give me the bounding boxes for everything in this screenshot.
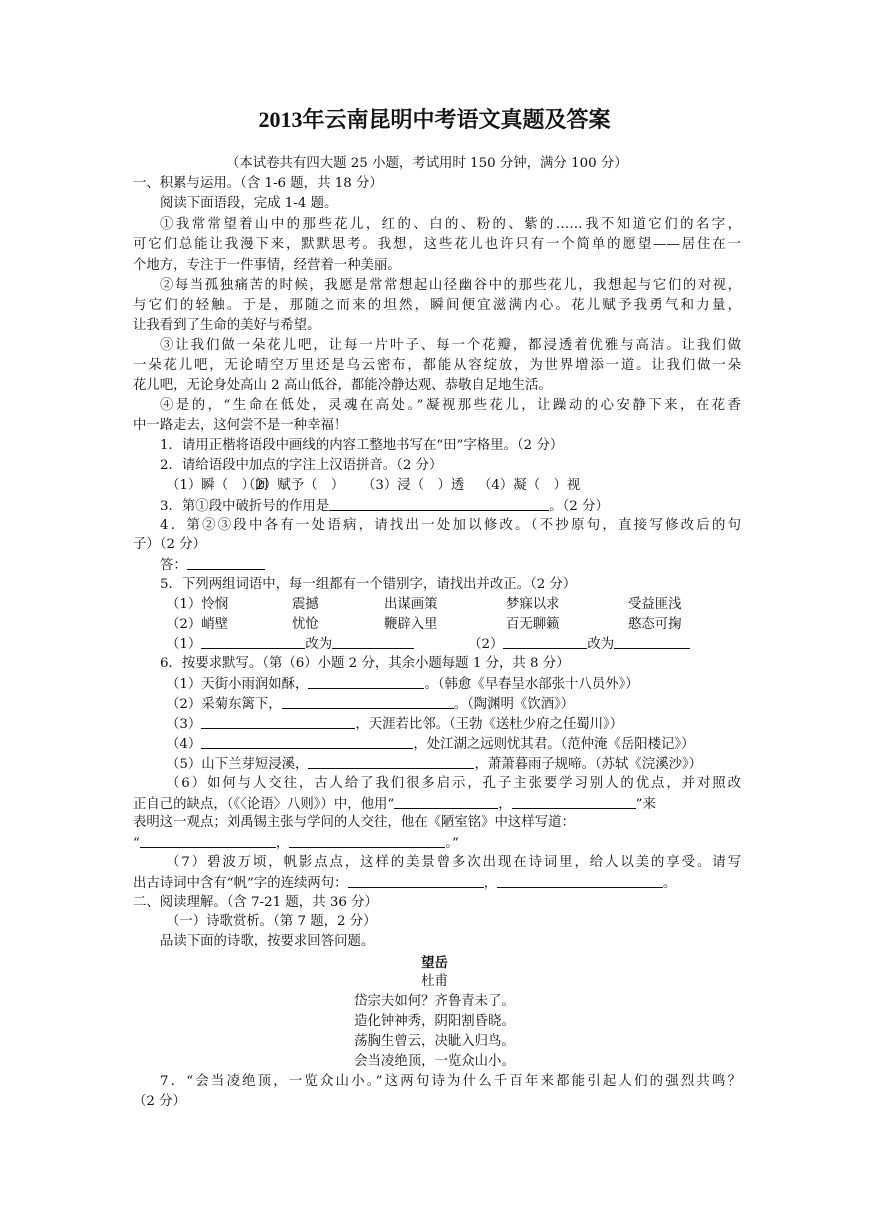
reading-intro: 阅读下面语段，完成 1-4 题。 xyxy=(160,196,338,211)
recitation-text: ， xyxy=(498,797,512,812)
poetry-subheading: （一）诗歌赏析。（第 7 题，2 分） xyxy=(166,914,377,929)
recitation-text: （2）采菊东篱下， xyxy=(166,697,282,712)
poem-line: 荡胸生曾云，决眦入归鸟。 xyxy=(354,1034,515,1049)
recitation-source: 。（韩愈《早春呈水部张十八员外》） xyxy=(424,677,639,692)
question-1: 1．请用正楷将语段中画线的内容工整地书写在“田”字格里。（2 分） xyxy=(160,438,564,453)
poem-line: 岱宗夫如何？齐鲁青未了。 xyxy=(354,994,515,1009)
answer-blank[interactable] xyxy=(394,794,498,809)
answer-blank[interactable] xyxy=(187,555,265,570)
recitation-text: ， xyxy=(483,876,497,891)
recitation-6-line: （6）如何与人交往，古人给了我们很多启示，孔子主张要学习别人的优点，并对照改 xyxy=(166,776,741,791)
poem-line: 造化钟神秀，阴阳割昏晓。 xyxy=(354,1014,515,1029)
paragraph-4-line: ④是的，“生命在低处，灵魂在高处。”凝视那些花儿，让躁动的心安静下来，在花香 xyxy=(160,398,741,413)
poem-title: 望岳 xyxy=(421,955,448,971)
word-item: 百无聊籁 xyxy=(506,617,560,632)
word-item: 鞭辟入里 xyxy=(384,617,438,632)
word-item: 憨态可掬 xyxy=(628,617,682,632)
recitation-text: 出古诗词中含有“帆”字的连续两句： xyxy=(133,876,348,891)
word-item: （1）怜悯 xyxy=(166,597,229,612)
word-item: 梦寐以求 xyxy=(506,597,560,612)
word-group-1 xyxy=(166,595,682,615)
recitation-text: （4） xyxy=(166,737,202,752)
recitation-text: （1）天街小雨润如酥， xyxy=(166,677,309,692)
recitation-text: （5）山下兰芽短浸溪， xyxy=(166,757,309,772)
poetry-instruction: 品读下面的诗歌，按要求回答问题。 xyxy=(160,934,375,949)
fill-label: 改为 xyxy=(305,637,333,652)
pinyin-item: （3）浸（ ）透 xyxy=(362,478,465,493)
recitation-1 xyxy=(166,674,639,695)
word-item: 受益匪浅 xyxy=(628,597,682,612)
answer-blank[interactable] xyxy=(201,634,305,649)
word-item: 出谋画策 xyxy=(384,597,438,612)
question-4: 4．第②③段中各有一处语病，请找出一处加以修改。（不抄原句，直接写修改后的句 xyxy=(160,518,741,533)
answer-blank[interactable] xyxy=(282,694,454,709)
recitation-3 xyxy=(166,714,623,735)
recitation-6-line: 表明这一观点；刘禹锡主张与学问的人交往，他在《陋室铭》中这样写道： xyxy=(133,815,575,830)
question-4-continued: 子）（2 分） xyxy=(133,537,207,552)
paragraph-2-line: 与它们的轻触。于是，那随之而来的坦然，瞬间便宜滋满内心。花儿赋予我勇气和力量， xyxy=(133,298,741,313)
pinyin-item: （1）瞬（ ）间 xyxy=(166,478,269,493)
recitation-text: 。 xyxy=(662,876,677,891)
paragraph-1-line: 个地方，专注于一件事情，经营着一种美丽。 xyxy=(133,258,401,273)
paragraph-4-line: 中一路走去，这何尝不是一种幸福！ xyxy=(133,418,348,433)
pinyin-item: （2）赋予（ ） xyxy=(242,478,345,493)
word-item: 忧怆 xyxy=(292,617,319,632)
question-2-items xyxy=(166,476,580,496)
paragraph-1-line: ①我常常望着山中的那些花儿，红的、白的、粉的、紫的……我不知道它们的名字， xyxy=(160,217,741,232)
exam-note: （本试卷共有四大题 25 小题，考试用时 150 分钟，满分 100 分） xyxy=(226,156,628,171)
answer-blank[interactable] xyxy=(329,496,549,511)
exam-title: 2013年云南昆明中考语文真题及答案 xyxy=(258,107,611,132)
question-6: 6．按要求默写。（第（6）小题 2 分，其余小题每题 1 分，共 8 分） xyxy=(160,656,570,671)
pinyin-item: （4）凝（ ）视 xyxy=(478,478,581,493)
word-group-2 xyxy=(166,615,682,635)
answer-blank[interactable] xyxy=(201,734,413,749)
recitation-text: 正自己的缺点，（《〈论语〉八则》）中，他用“ xyxy=(133,797,395,812)
recitation-4 xyxy=(166,734,695,755)
recitation-6-line xyxy=(133,833,459,854)
question-7-continued: （2 分） xyxy=(133,1094,186,1109)
question-3 xyxy=(160,496,609,517)
question-4-answer xyxy=(160,555,265,576)
answer-blank[interactable] xyxy=(497,873,663,888)
recitation-7-line xyxy=(133,873,676,894)
answer-blank[interactable] xyxy=(308,754,474,769)
answer-blank[interactable] xyxy=(289,833,445,848)
recitation-5 xyxy=(166,754,702,775)
recitation-text: “ xyxy=(133,836,140,851)
answer-blank[interactable] xyxy=(503,634,587,649)
fill-label: （1） xyxy=(166,637,202,652)
word-item: 震撼 xyxy=(292,597,319,612)
recitation-7-line: （7）碧波万顷，帆影点点，这样的美景曾多次出现在诗词里，给人以美的享受。请写 xyxy=(166,855,741,870)
word-item: （2）峭壁 xyxy=(166,617,229,632)
question-3-suffix: 。（2 分） xyxy=(549,499,609,514)
paragraph-2-line: ②每当孤独痛苦的时候，我愿是常常想起山径幽谷中的那些花儿，我想起与它们的对视， xyxy=(160,278,741,293)
question-3-text: 3．第①段中破折号的作用是 xyxy=(160,499,330,514)
answer-blank[interactable] xyxy=(348,873,484,888)
answer-blank[interactable] xyxy=(332,634,414,649)
recitation-text: ， xyxy=(275,836,290,851)
paragraph-1-line: 可它们总能让我漫下来，默默思考。我想，这些花儿也许只有一个简单的愿望——居住在一 xyxy=(133,237,741,252)
recitation-text: 。” xyxy=(445,836,459,851)
paragraph-3-line: 花儿吧，无论身处高山 2 高山低谷，都能冷静达观、恭敬自足地生活。 xyxy=(133,378,552,393)
answer-blank[interactable] xyxy=(140,833,276,848)
section1-heading: 一、积累与运用。（含 1-6 题，共 18 分） xyxy=(133,176,383,191)
section2-heading: 二、阅读理解。（含 7-21 题，共 36 分） xyxy=(133,895,378,910)
fill-label: （2） xyxy=(468,637,504,652)
recitation-source: ，萧萧暮雨子规啼。（苏轼《浣溪沙》） xyxy=(474,757,703,772)
answer-label: 答： xyxy=(160,558,187,573)
paragraph-3-line: ③让我们做一朵花儿吧，让每一片叶子、每一个花瓣，都浸透着优雅与高洁。让我们做 xyxy=(160,338,741,353)
recitation-source: ，天涯若比邻。（王勃《送杜少府之任蜀川》） xyxy=(355,717,624,732)
answer-blank[interactable] xyxy=(201,714,355,729)
paragraph-3-line: 一朵花儿吧，无论晴空万里还是乌云密布，都能从容绽放，为世界增添一道。让我们做一朵 xyxy=(133,358,741,373)
recitation-2 xyxy=(166,694,574,715)
question-5-fill xyxy=(166,634,690,655)
question-7: 7．“会当凌绝顶，一览众山小。”这两句诗为什么千百年来都能引起人们的强烈共鸣？ xyxy=(160,1074,741,1089)
answer-blank[interactable] xyxy=(308,674,424,689)
poem-line: 会当凌绝顶，一览众山小。 xyxy=(354,1054,515,1069)
paragraph-2-line: 让我看到了生命的美好与希望。 xyxy=(133,318,321,333)
answer-blank[interactable] xyxy=(614,634,690,649)
recitation-source: 。（陶渊明《饮酒》） xyxy=(453,697,575,712)
recitation-source: ，处江湖之远则忧其君。（范仲淹《岳阳楼记》） xyxy=(413,737,695,752)
recitation-text: （3） xyxy=(166,717,202,732)
question-2: 2．请给语段中加点的字注上汉语拼音。（2 分） xyxy=(160,458,443,473)
answer-blank[interactable] xyxy=(512,794,636,809)
recitation-6-line xyxy=(133,794,656,815)
fill-label: 改为 xyxy=(587,637,615,652)
poem-author: 杜甫 xyxy=(421,974,448,989)
recitation-text: ”来 xyxy=(635,797,656,812)
question-5: 5．下列两组词语中，每一组都有一个错别字，请找出并改正。（2 分） xyxy=(160,577,577,592)
